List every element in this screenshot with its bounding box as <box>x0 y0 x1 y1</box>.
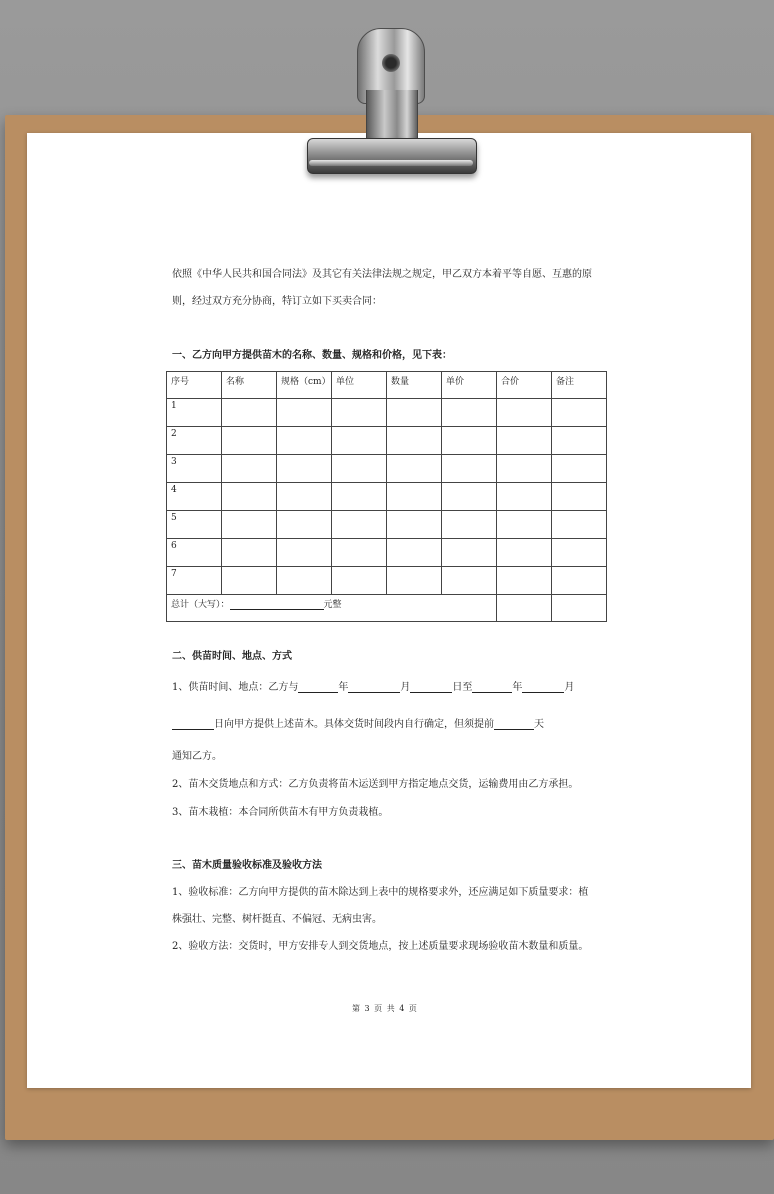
table-cell[interactable] <box>387 511 442 539</box>
blank-field[interactable] <box>472 681 512 693</box>
table-cell[interactable] <box>387 399 442 427</box>
table-cell[interactable] <box>277 483 332 511</box>
binder-clip-neck <box>366 90 418 140</box>
col-header: 单价 <box>442 372 497 399</box>
total-suffix: 元整 <box>323 600 342 610</box>
table-cell[interactable] <box>332 455 387 483</box>
delivery-time-label: 1、供苗时间、地点：乙方与 <box>172 682 299 693</box>
table-cell[interactable] <box>277 539 332 567</box>
row-number: 7 <box>167 567 222 595</box>
table-header-row <box>167 372 607 399</box>
table-row <box>167 567 607 595</box>
table-cell[interactable] <box>222 455 277 483</box>
table-cell[interactable] <box>332 539 387 567</box>
row-number: 5 <box>167 511 222 539</box>
table-cell[interactable] <box>497 427 552 455</box>
binder-clip-hole <box>382 54 400 72</box>
notify-line: 通知乙方。 <box>172 751 222 762</box>
table-cell[interactable] <box>332 567 387 595</box>
table-cell[interactable] <box>552 539 607 567</box>
table-cell[interactable] <box>222 511 277 539</box>
table-cell[interactable] <box>442 399 497 427</box>
table-cell[interactable] <box>387 539 442 567</box>
table-cell[interactable] <box>497 595 552 622</box>
table-cell[interactable] <box>442 483 497 511</box>
col-header: 数量 <box>387 372 442 399</box>
year-label: 年 <box>512 682 523 693</box>
planting-line: 3、苗木栽植：本合同所供苗木有甲方负责栽植。 <box>172 807 389 818</box>
section-3-heading: 三、苗木质量验收标准及验收方法 <box>172 860 322 871</box>
month-label: 月 <box>564 682 575 693</box>
binder-clip-base <box>307 138 477 174</box>
blank-field[interactable] <box>494 718 534 730</box>
col-header: 合价 <box>497 372 552 399</box>
table-row <box>167 455 607 483</box>
table-cell[interactable] <box>332 399 387 427</box>
table-cell[interactable] <box>442 539 497 567</box>
row-number: 2 <box>167 427 222 455</box>
table-cell[interactable] <box>442 455 497 483</box>
table-cell[interactable] <box>552 399 607 427</box>
table-cell[interactable] <box>222 567 277 595</box>
table-cell[interactable] <box>387 427 442 455</box>
table-row <box>167 399 607 427</box>
table-cell[interactable] <box>222 427 277 455</box>
intro-line-1: 依照《中华人民共和国合同法》及其它有关法律法规之规定，甲乙双方本着平等自愿、互惠的原 <box>172 269 592 280</box>
total-label: 总计（大写）： <box>171 600 230 610</box>
seedling-table <box>166 371 607 622</box>
table-cell[interactable] <box>222 399 277 427</box>
acceptance-standard-line-2: 株强壮、完整、树杆挺直、不偏冠、无病虫害。 <box>172 914 382 925</box>
acceptance-standard-line-1: 1、验收标准：乙方向甲方提供的苗木除达到上表中的规格要求外，还应满足如下质量要求：植 <box>172 887 589 898</box>
table-cell[interactable] <box>277 399 332 427</box>
table-cell[interactable] <box>387 455 442 483</box>
col-header: 名称 <box>222 372 277 399</box>
col-header: 单位 <box>332 372 387 399</box>
table-cell[interactable] <box>222 539 277 567</box>
intro-line-2: 则，经过双方充分协商，特订立如下买卖合同： <box>172 296 382 307</box>
delivery-notice-line <box>172 715 544 730</box>
table-cell[interactable] <box>552 511 607 539</box>
binder-clip-rim <box>309 160 473 166</box>
table-cell[interactable] <box>442 567 497 595</box>
table-cell[interactable] <box>332 511 387 539</box>
row-number: 6 <box>167 539 222 567</box>
col-header: 规格（cm） <box>277 372 332 399</box>
table-row <box>167 427 607 455</box>
delivery-method-line: 2、苗木交货地点和方式：乙方负责将苗木运送到甲方指定地点交货，运输费用由乙方承担。 <box>172 779 579 790</box>
table-row <box>167 511 607 539</box>
year-label: 年 <box>338 682 349 693</box>
blank-field[interactable] <box>298 681 338 693</box>
table-cell[interactable] <box>497 539 552 567</box>
table-cell[interactable] <box>552 483 607 511</box>
col-header: 备注 <box>552 372 607 399</box>
blank-field[interactable] <box>348 681 400 693</box>
delivery-notice-label: 日向甲方提供上述苗木。具体交货时间段内自行确定，但须提前 <box>214 719 494 730</box>
section-1-heading: 一、乙方向甲方提供苗木的名称、数量、规格和价格，见下表： <box>172 350 452 361</box>
table-cell[interactable] <box>497 567 552 595</box>
table-cell[interactable] <box>497 399 552 427</box>
table-cell[interactable] <box>332 483 387 511</box>
table-cell[interactable] <box>552 427 607 455</box>
row-number: 4 <box>167 483 222 511</box>
table-cell[interactable] <box>497 455 552 483</box>
table-cell[interactable] <box>332 427 387 455</box>
blank-field[interactable] <box>522 681 564 693</box>
month-label: 月 <box>400 682 411 693</box>
table-cell[interactable] <box>442 511 497 539</box>
table-cell[interactable] <box>552 595 607 622</box>
table-cell[interactable] <box>497 483 552 511</box>
section-2-heading: 二、供苗时间、地点、方式 <box>172 651 292 662</box>
page-number: 第 3 页 共 4 页 <box>352 1004 418 1013</box>
table-cell[interactable] <box>277 567 332 595</box>
table-row <box>167 483 607 511</box>
table-cell[interactable] <box>277 427 332 455</box>
day-to-label: 日至 <box>452 682 473 693</box>
total-cell <box>167 595 497 622</box>
delivery-time-line <box>172 678 574 693</box>
acceptance-method-line: 2、验收方法：交货时，甲方安排专人到交货地点，按上述质量要求现场验收苗木数量和质量。 <box>172 941 589 952</box>
table-cell[interactable] <box>552 455 607 483</box>
table-row <box>167 539 607 567</box>
row-number: 3 <box>167 455 222 483</box>
col-header: 序号 <box>167 372 222 399</box>
table-cell[interactable] <box>387 483 442 511</box>
table-cell[interactable] <box>442 427 497 455</box>
days-label: 天 <box>534 719 544 730</box>
table-cell[interactable] <box>222 483 277 511</box>
blank-field[interactable] <box>172 718 214 730</box>
table-cell[interactable] <box>277 511 332 539</box>
table-total-row <box>167 595 607 622</box>
total-amount-field[interactable] <box>230 599 324 610</box>
table-cell[interactable] <box>387 567 442 595</box>
table-cell[interactable] <box>277 455 332 483</box>
row-number: 1 <box>167 399 222 427</box>
table-cell[interactable] <box>497 511 552 539</box>
blank-field[interactable] <box>410 681 452 693</box>
table-cell[interactable] <box>552 567 607 595</box>
